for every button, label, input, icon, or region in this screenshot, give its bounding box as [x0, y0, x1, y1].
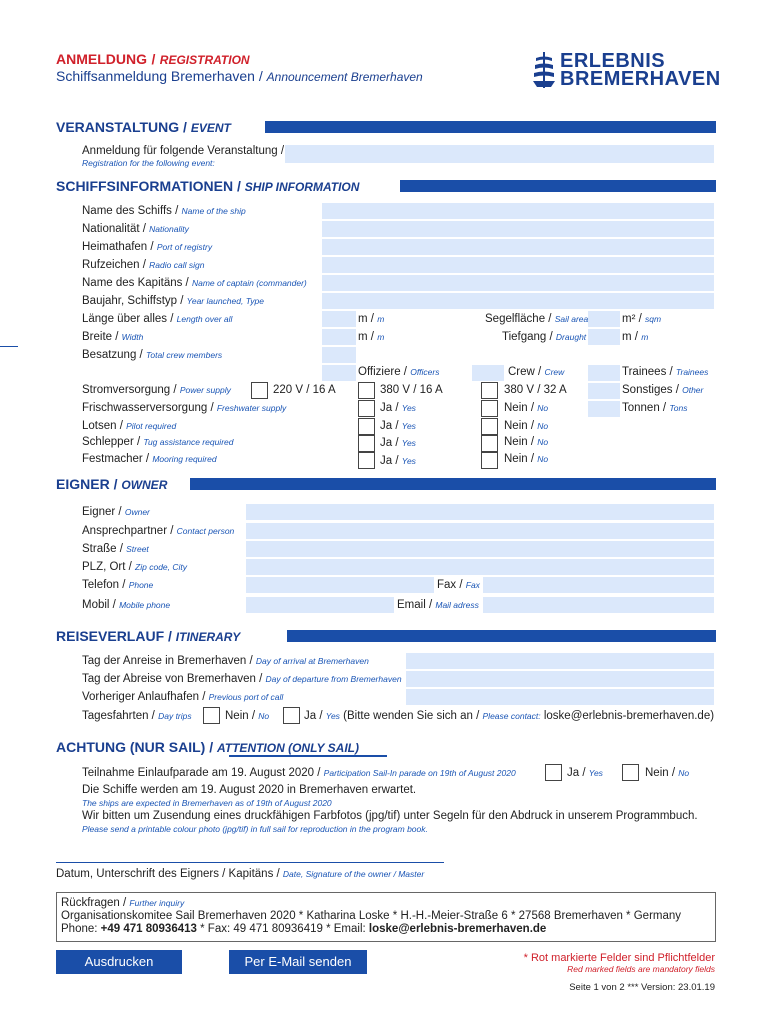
inquiry-contact: Phone: +49 471 80936413 * Fax: 49 471 80936419 * Email: loske@erlebnis-bremerhaven.de [61, 923, 547, 935]
length-unit: m / m [358, 313, 385, 325]
arrival-input[interactable] [406, 653, 714, 669]
side-mark [0, 346, 18, 347]
power-220-label: 220 V / 16 A [273, 384, 336, 396]
callsign-label: Rufzeichen / Radio call sign [82, 259, 205, 271]
ship-logo-icon [533, 52, 555, 88]
owner-heading: EIGNER / OWNER [56, 476, 168, 492]
callsign-input[interactable] [322, 257, 714, 273]
itinerary-heading: REISEVERLAUF / ITINERARY [56, 628, 241, 644]
inquiry-address: Organisationskomitee Sail Bremerhaven 2020 * Katharina Loske * H.-H.-Meier-Straße 6 * 27568 Bremerhaven * Germany [61, 910, 682, 922]
power-380-16-label: 380 V / 16 A [380, 384, 443, 396]
other-label: Sonstiges / Other [622, 384, 704, 396]
draught-input[interactable] [588, 329, 620, 345]
signature-label: Datum, Unterschrift des Eigners / Kapitäns / Date, Signature of the owner / Master [56, 868, 425, 880]
expected-text: Die Schiffe werden am 19. August 2020 in Bremerhaven erwartet. [82, 784, 417, 796]
page-info: Seite 1 von 2 *** Version: 23.01.19 [569, 982, 715, 993]
contact-person-label: Ansprechpartner / Contact person [82, 525, 235, 537]
year-type-label: Baujahr, Schiffstyp / Year launched, Type [82, 295, 264, 307]
year-type-input[interactable] [322, 293, 714, 309]
draught-label: Tiefgang / Draught [502, 331, 587, 343]
captain-label: Name des Kapitäns / Name of captain (commander) [82, 277, 307, 289]
captain-input[interactable] [322, 275, 714, 291]
power-380-16-checkbox[interactable] [358, 382, 375, 399]
signature-field[interactable] [56, 846, 444, 861]
event-heading: VERANSTALTUNG / EVENT [56, 119, 231, 135]
water-yes-label: Ja / Yes [380, 402, 416, 414]
photo-text-en: Please send a printable colour photo (jpg/tif) in full sail for reproduction in the program book. [82, 824, 428, 834]
previous-port-label: Vorheriger Anlaufhafen / Previous port of call [82, 691, 284, 703]
daytrips-yes-label: Ja / Yes (Bitte wenden Sie sich an / Please contact: loske@erlebnis-bremerhaven.de) [304, 710, 715, 722]
attention-heading: ACHTUNG (NUR SAIL) / ATTENTION (ONLY SAIL) [56, 739, 359, 755]
pilot-no-checkbox[interactable] [481, 418, 498, 435]
event-label-en: Registration for the following event: [82, 158, 215, 168]
phone-input[interactable] [246, 577, 434, 593]
mooring-yes-label: Ja / Yes [380, 455, 416, 467]
departure-label: Tag der Abreise von Bremerhaven / Day of departure from Bremerhaven [82, 673, 402, 685]
width-label: Breite / Width [82, 331, 144, 343]
draught-unit: m / m [622, 331, 649, 343]
form-title: ANMELDUNG / REGISTRATION [56, 51, 250, 67]
ship-name-label: Name des Schiffs / Name of the ship [82, 205, 246, 217]
city-input[interactable] [246, 559, 714, 575]
phone-label: Telefon / Phone [82, 579, 154, 591]
pilot-yes-label: Ja / Yes [380, 420, 416, 432]
mobile-input[interactable] [246, 597, 394, 613]
power-label: Stromversorgung / Power supply [82, 384, 231, 396]
water-yes-checkbox[interactable] [358, 400, 375, 417]
mooring-yes-checkbox[interactable] [358, 452, 375, 469]
water-no-checkbox[interactable] [481, 400, 498, 417]
width-unit: m / m [358, 331, 385, 343]
contact-person-input[interactable] [246, 523, 714, 539]
trainees-input[interactable] [588, 365, 620, 381]
width-input[interactable] [322, 329, 356, 345]
ship-bar [400, 180, 716, 192]
departure-input[interactable] [406, 671, 714, 687]
ship-name-input[interactable] [322, 203, 714, 219]
crew-input[interactable] [472, 365, 504, 381]
parade-no-label: Nein / No [645, 767, 690, 779]
owner-input[interactable] [246, 504, 714, 520]
tug-no-checkbox[interactable] [481, 435, 498, 452]
crew-total-input[interactable] [322, 347, 356, 363]
signature-line [56, 862, 444, 863]
fax-label: Fax / Fax [437, 579, 480, 591]
parade-label: Teilnahme Einlaufparade am 19. August 2020 / Participation Sail-In parade on 19th of August 2020 [82, 767, 516, 779]
owner-bar [190, 478, 716, 490]
parade-yes-label: Ja / Yes [567, 767, 603, 779]
itinerary-bar [287, 630, 716, 642]
city-label: PLZ, Ort / Zip code, City [82, 561, 188, 573]
tug-yes-label: Ja / Yes [380, 437, 416, 449]
tug-yes-checkbox[interactable] [358, 435, 375, 452]
nationality-label: Nationalität / Nationality [82, 223, 189, 235]
daytrips-label: Tagesfahrten / Day trips [82, 710, 192, 722]
pilot-no-label: Nein / No [504, 420, 549, 432]
length-label: Länge über alles / Length over all [82, 313, 233, 325]
fax-input[interactable] [483, 577, 714, 593]
length-input[interactable] [322, 311, 356, 327]
parade-no-checkbox[interactable] [622, 764, 639, 781]
owner-label: Eigner / Owner [82, 506, 150, 518]
water-label: Frischwasserversorgung / Freshwater supply [82, 402, 287, 414]
power-380-32-label: 380 V / 32 A [504, 384, 567, 396]
event-label: Anmeldung für folgende Veranstaltung / [82, 145, 285, 157]
officers-input[interactable] [322, 365, 356, 381]
daytrips-yes-checkbox[interactable] [283, 707, 300, 724]
mobile-label: Mobil / Mobile phone [82, 599, 171, 611]
attention-underline [229, 755, 387, 757]
tug-label: Schlepper / Tug assistance required [82, 436, 234, 448]
ship-heading: SCHIFFSINFORMATIONEN / SHIP INFORMATION [56, 178, 360, 194]
form-subtitle: Schiffsanmeldung Bremerhaven / Announcement Bremerhaven [56, 68, 423, 84]
email-label: Email / Mail adress [397, 599, 479, 611]
port-label: Heimathafen / Port of registry [82, 241, 213, 253]
crew-label: Crew / Crew [508, 366, 565, 378]
inquiry-box [56, 892, 716, 942]
daytrips-no-label: Nein / No [225, 710, 270, 722]
print-button[interactable]: Ausdrucken [56, 950, 182, 974]
inquiry-title: Rückfragen / Further inquiry [61, 897, 185, 909]
other-input[interactable] [588, 383, 620, 399]
parade-yes-checkbox[interactable] [545, 764, 562, 781]
sail-area-input[interactable] [588, 311, 620, 327]
email-input[interactable] [483, 597, 714, 613]
photo-text: Wir bitten um Zusendung eines druckfähigen Farbfotos (jpg/tif) unter Segeln für den Abdruck in unserem Programmbuch. [82, 810, 698, 822]
sail-area-label: Segelfläche / Sail area [485, 313, 589, 325]
arrival-label: Tag der Anreise in Bremerhaven / Day of arrival at Bremerhaven [82, 655, 369, 667]
street-input[interactable] [246, 541, 714, 557]
port-input[interactable] [322, 239, 714, 255]
event-input[interactable] [285, 145, 714, 163]
previous-port-input[interactable] [406, 689, 714, 705]
required-note: * Rot markierte Felder sind Pflichtfelder [523, 952, 715, 964]
tons-input[interactable] [588, 401, 620, 417]
mooring-no-label: Nein / No [504, 453, 549, 465]
logo: ERLEBNIS BREMERHAVEN [533, 52, 721, 88]
tons-label: Tonnen / Tons [622, 402, 688, 414]
street-label: Straße / Street [82, 543, 149, 555]
event-bar [265, 121, 716, 133]
mooring-label: Festmacher / Mooring required [82, 453, 217, 465]
officers-label: Offiziere / Officers [358, 366, 440, 378]
daytrips-no-checkbox[interactable] [203, 707, 220, 724]
sail-area-unit: m² / sqm [622, 313, 662, 325]
nationality-input[interactable] [322, 221, 714, 237]
required-note-en: Red marked fields are mandatory fields [567, 964, 715, 974]
email-button[interactable]: Per E-Mail senden [229, 950, 367, 974]
mooring-no-checkbox[interactable] [481, 452, 498, 469]
expected-text-en: The ships are expected in Bremerhaven as of 19th of August 2020 [82, 798, 332, 808]
water-no-label: Nein / No [504, 402, 549, 414]
tug-no-label: Nein / No [504, 436, 549, 448]
power-380-32-checkbox[interactable] [481, 382, 498, 399]
power-220-checkbox[interactable] [251, 382, 268, 399]
pilot-yes-checkbox[interactable] [358, 418, 375, 435]
crew-total-label: Besatzung / Total crew members [82, 349, 223, 361]
pilot-label: Lotsen / Pilot required [82, 420, 177, 432]
trainees-label: Trainees / Trainees [622, 366, 709, 378]
